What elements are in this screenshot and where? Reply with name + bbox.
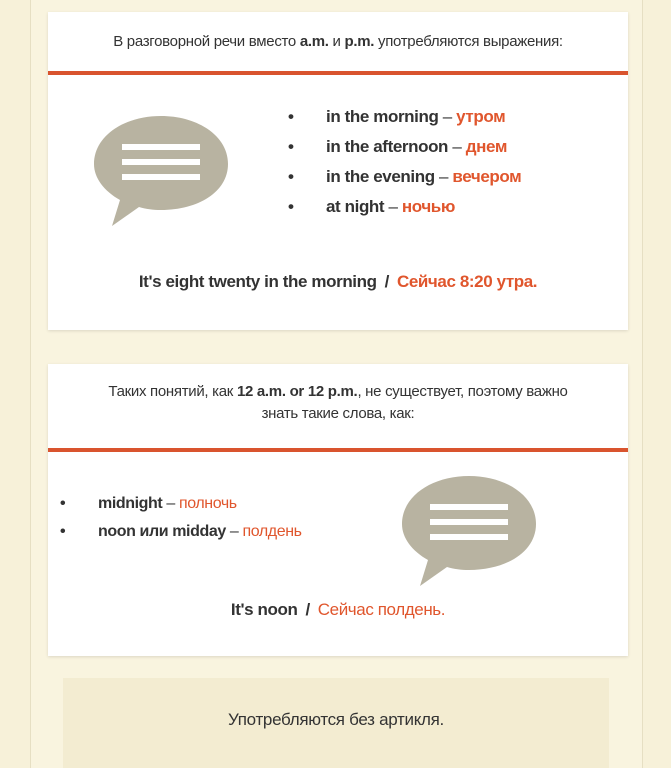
header-text: и (328, 33, 345, 50)
list-item (288, 162, 521, 192)
list-item (60, 490, 302, 518)
header-text: В разговорной речи вместо (113, 33, 300, 50)
list-item (288, 192, 521, 222)
example-ru: Сейчас полдень. (317, 600, 446, 619)
speech-bubble-icon (90, 112, 232, 230)
expression-en: in the evening (326, 167, 435, 186)
header-term: 12 a.m. or 12 p.m. (236, 383, 358, 400)
expression-ru: вечером (452, 167, 522, 186)
expression-en: at night (326, 197, 385, 216)
example-slash: / (384, 272, 389, 291)
note-text: Употребляются без артикля. (228, 710, 444, 729)
divider-rule (48, 448, 628, 452)
dash: – (162, 495, 179, 512)
speech-bubble-icon (398, 472, 540, 590)
divider-rule (48, 71, 628, 75)
list-item (60, 518, 302, 546)
example-sentence (48, 600, 628, 620)
header-term-am: a.m. (299, 33, 329, 50)
word-en: midnight (98, 495, 163, 512)
dash: – (434, 167, 453, 186)
dash: – (438, 107, 457, 126)
dash: – (448, 137, 466, 156)
card-header (48, 381, 628, 425)
header-term-pm: p.m. (344, 33, 375, 50)
word-ru: полночь (178, 495, 237, 512)
expression-en: in the morning (326, 107, 439, 126)
expression-ru: утром (456, 107, 506, 126)
expression-list (288, 102, 521, 222)
header-text: употребляются выражения: (374, 33, 563, 50)
word-list (60, 490, 302, 546)
list-item (288, 102, 521, 132)
example-ru: Сейчас 8:20 утра. (396, 272, 538, 291)
header-text: , не существует, поэтому важно (357, 383, 568, 400)
example-en: It's eight twenty in the morning (138, 272, 377, 291)
word-en: noon или midday (98, 523, 226, 540)
example-slash: / (305, 600, 310, 619)
example-en: It's noon (230, 600, 298, 619)
dash: – (384, 197, 402, 216)
card-am-pm-expressions (48, 12, 628, 330)
header-text: Таких понятий, как (108, 383, 237, 400)
example-sentence (48, 272, 628, 292)
card-header (48, 31, 628, 53)
card-midnight-noon (48, 364, 628, 656)
expression-en: in the afternoon (326, 137, 449, 156)
header-text-line2: знать такие слова, как: (261, 405, 415, 422)
note-card (63, 678, 609, 768)
expression-ru: ночью (401, 197, 455, 216)
expression-ru: днем (465, 137, 508, 156)
dash: – (225, 523, 243, 540)
word-ru: полдень (242, 523, 302, 540)
list-item (288, 132, 521, 162)
